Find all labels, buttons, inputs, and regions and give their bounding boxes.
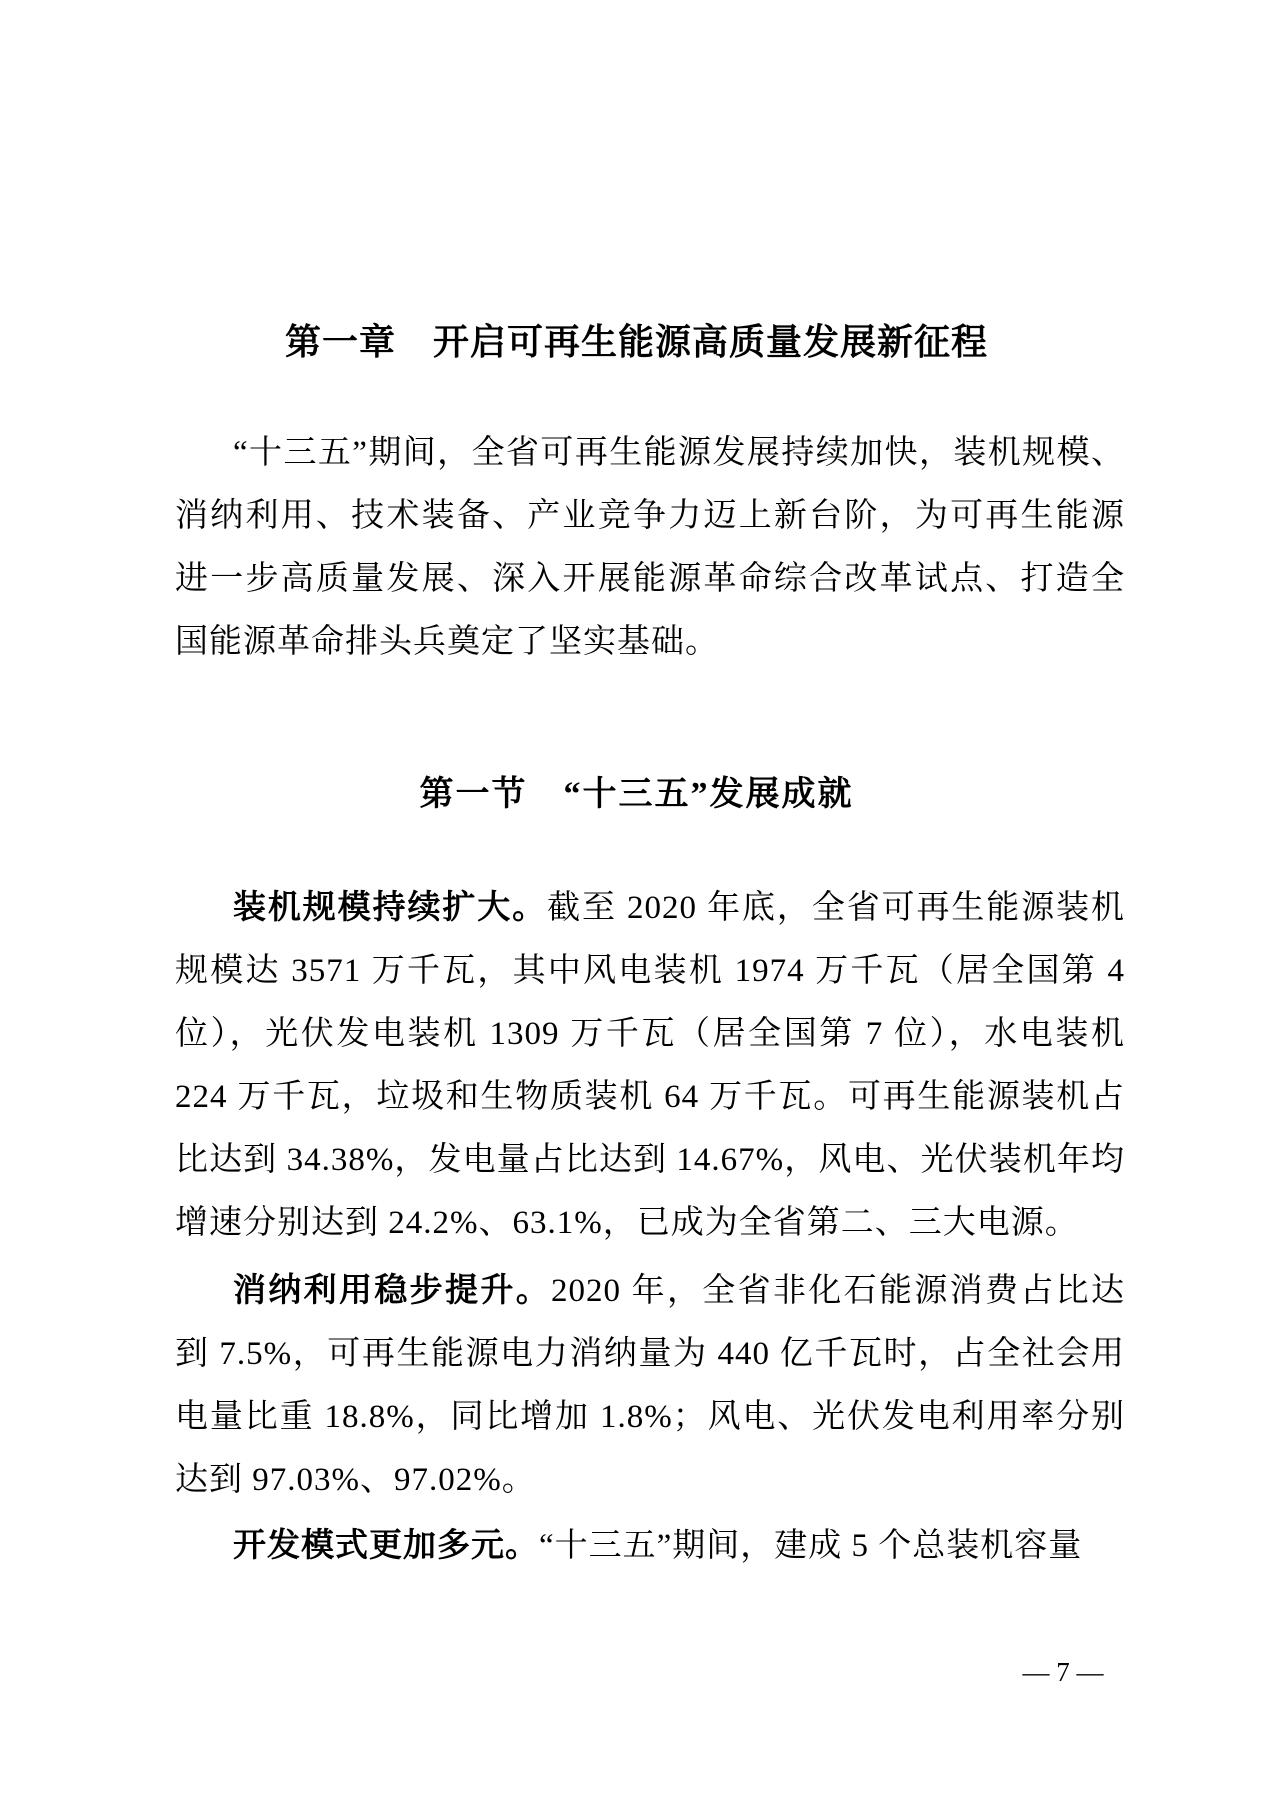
section-title: 第一节 “十三五”发展成就 xyxy=(419,776,854,814)
paragraph-installed-capacity-lead: 装机规模持续扩大。 xyxy=(233,888,548,925)
paragraph-intro: “十三五”期间，全省可再生能源发展持续加快，装机规模、消纳利用、技术装备、产业竞争力迈上新台阶，为可再生能源进一步高质量发展、深入开展能源革命综合改革试点、打造全国能源革命排头兵奠定了坚实基础。 xyxy=(175,435,1125,660)
page-number: — 7 — xyxy=(1022,1657,1104,1687)
paragraph-development-mode-body: “十三五”期间，建成 5 个总装机容量 xyxy=(539,1528,1083,1564)
chapter-title: 第一章 开启可再生能源高质量发展新征程 xyxy=(284,321,988,363)
paragraph-installed-capacity-body: 截至 2020 年底，全省可再生能源装机规模达 3571 万千瓦，其中风电装机 1974 万千瓦（居全国第 4 位），光伏发电装机 1309 万千瓦（居全国第 7 位），水电装机 224 万千瓦，垃圾和生物质装机 64 万千瓦。可再生能源装机占比达到 34.38%，发电量占比达到 14.67%，风电、光伏装机年均增速分别达到 24.2%、63.1%，已成为全省第二、三大电源。 xyxy=(175,890,1126,1241)
paragraph-development-mode-lead: 开发模式更加多元。 xyxy=(233,1526,539,1563)
paragraph-installed-capacity xyxy=(175,875,1125,1255)
paragraph-consumption xyxy=(175,1258,1125,1512)
paragraph-development-mode xyxy=(175,1513,1125,1578)
paragraph-consumption-body: 2020 年，全省非化石能源消费占比达到 7.5%，可再生能源电力消纳量为 440 亿千瓦时，占全社会用电量比重 18.8%，同比增加 1.8%；风电、光伏发电利用率分别达到 97.03%、97.02%。 xyxy=(175,1273,1126,1498)
paragraph-consumption-lead: 消纳利用稳步提升。 xyxy=(233,1271,552,1308)
